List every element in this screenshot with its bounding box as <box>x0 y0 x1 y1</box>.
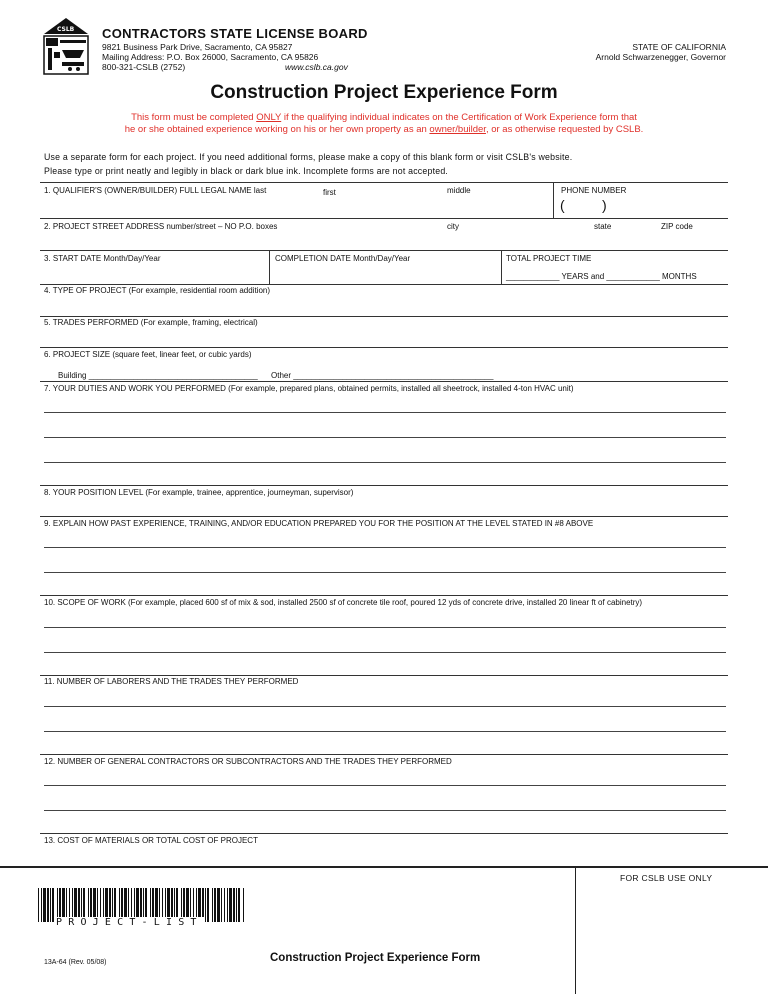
field-4-label: 4. TYPE OF PROJECT (For example, residential room addition) <box>44 286 271 295</box>
notice-line-2: he or she obtained experience working on his or her own property as an owner/builder, or as otherwise requested by CSLB. <box>124 124 644 135</box>
form-number: 13A-64 (Rev. 05/08) <box>44 959 107 966</box>
cslb-use-box <box>575 866 768 994</box>
completion-date-label: COMPLETION DATE Month/Day/Year <box>275 254 411 263</box>
instruction-line-2: Please type or print neatly and legibly in black or dark blue ink. Incomplete forms are not accepted. <box>44 166 449 176</box>
state-label: STATE OF CALIFORNIA <box>632 42 726 52</box>
board-name: CONTRACTORS STATE LICENSE BOARD <box>102 26 368 41</box>
field-12-label: 12. NUMBER OF GENERAL CONTRACTORS OR SUBCONTRACTORS AND THE TRADES THEY PERFORMED <box>44 757 452 766</box>
field-13-label: 13. COST OF MATERIALS OR TOTAL COST OF PROJECT <box>44 836 258 845</box>
notice-line-1: This form must be completed ONLY if the qualifying individual indicates on the Certification of Work Experience form that <box>131 112 637 123</box>
field-8-label: 8. YOUR POSITION LEVEL (For example, trainee, apprentice, journeyman, supervisor) <box>44 488 354 497</box>
instruction-line-1: Use a separate form for each project. If you need additional forms, please make a copy of this blank form or visit CSLB's website. <box>44 152 573 162</box>
footer-title: Construction Project Experience Form <box>270 952 481 964</box>
address-line: 9821 Business Park Drive, Sacramento, CA 95827 <box>102 42 293 52</box>
city-label: city <box>447 222 459 231</box>
mailing-address: Mailing Address: P.O. Box 26000, Sacramento, CA 95826 <box>102 52 319 62</box>
zip-label: ZIP code <box>661 222 693 231</box>
field-3-label: 3. START DATE Month/Day/Year <box>44 254 161 263</box>
field-5-label: 5. TRADES PERFORMED (For example, framing, electrical) <box>44 318 258 327</box>
field-10-label: 10. SCOPE OF WORK (For example, placed 600 sf of mix & sod, installed 2500 sf of concrete tile roof, poured 12 yds of concrete drive, installed 20 linear ft of cabinetry) <box>44 598 643 607</box>
years-months-line: ____________ YEARS and ____________ MONTHS <box>506 272 697 281</box>
total-time-label: TOTAL PROJECT TIME <box>506 254 592 263</box>
website-link[interactable]: www.cslb.ca.gov <box>285 62 348 72</box>
cslb-logo <box>40 16 92 76</box>
building-size-field: Building ______________________________________ <box>58 371 258 380</box>
barcode-text: PROJECT-LIST <box>56 917 203 928</box>
field-2-label: 2. PROJECT STREET ADDRESS number/street – NO P.O. boxes <box>44 222 278 231</box>
phone-area-close: ) <box>602 197 607 213</box>
field-1-label: 1. QUALIFIER'S (OWNER/BUILDER) FULL LEGAL NAME last <box>44 186 267 195</box>
phone-area-open: ( <box>560 197 565 213</box>
other-size-field: Other _____________________________________________ <box>271 371 494 380</box>
field-9-label: 9. EXPLAIN HOW PAST EXPERIENCE, TRAINING, AND/OR EDUCATION PREPARED YOU FOR THE POSITION AT THE LEVEL STATED IN #8 ABOVE <box>44 519 594 528</box>
field-11-label: 11. NUMBER OF LABORERS AND THE TRADES THEY PERFORMED <box>44 677 299 686</box>
first-name-label: first <box>323 188 336 197</box>
phone-line: 800-321-CSLB (2752) <box>102 62 186 72</box>
phone-label: PHONE NUMBER <box>561 186 627 195</box>
svg-text:CSLB: CSLB <box>57 26 75 33</box>
field-6-label: 6. PROJECT SIZE (square feet, linear feet, or cubic yards) <box>44 350 252 359</box>
field-7-label: 7. YOUR DUTIES AND WORK YOU PERFORMED (For example, prepared plans, obtained permits, installed all sheetrock, installed 4-ton HVAC unit) <box>44 384 574 393</box>
governor-label: Arnold Schwarzenegger, Governor <box>595 52 726 62</box>
cslb-use-only-label: FOR CSLB USE ONLY <box>620 873 713 883</box>
rule <box>40 182 728 183</box>
middle-name-label: middle <box>447 186 471 195</box>
state-field-label: state <box>594 222 612 231</box>
page-title: Construction Project Experience Form <box>210 82 558 103</box>
